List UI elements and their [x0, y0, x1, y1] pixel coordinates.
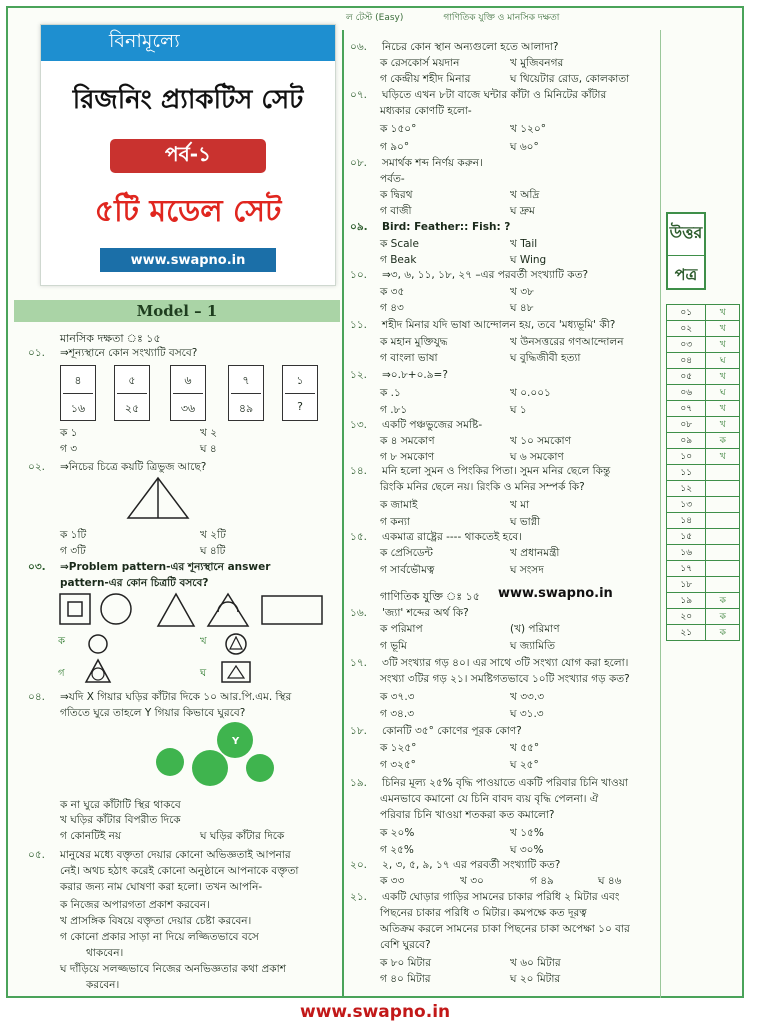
answer-number: ০৩: [667, 337, 706, 353]
question-text: ⇒শূন্যস্থানে কোন সংখ্যাটি বসবে?: [60, 347, 198, 359]
question-08: ০৮. সমার্থক শব্দ নির্ণয় করুন।: [350, 157, 483, 169]
answer-number: ২১: [667, 625, 706, 641]
option-b[interactable]: খ ৩৮: [510, 286, 534, 298]
question-number: ০৫.: [28, 849, 45, 861]
option-d[interactable]: ঘ Wing: [510, 254, 547, 266]
option-b[interactable]: খ প্রধানমন্ত্রী: [510, 547, 560, 559]
section-label: গাণিতিক যুক্তি ও মানসিক দক্ষতা: [443, 12, 560, 23]
option-b[interactable]: খ ১২০°: [510, 123, 546, 135]
option-c[interactable]: গ ৩২৫°: [380, 759, 416, 771]
answer-row: [667, 593, 740, 609]
answer-number: ০৮: [667, 417, 706, 433]
option-b[interactable]: খ ৫৫°: [510, 742, 540, 754]
option-a[interactable]: ক ৮০ মিটার: [380, 957, 432, 969]
answer-choice[interactable]: ক: [706, 593, 740, 609]
question-03: [28, 560, 270, 575]
answer-number: ০৬: [667, 385, 706, 401]
grid-cell: ১ ?: [282, 365, 318, 421]
option-a[interactable]: ক জামাই: [380, 499, 418, 511]
question-text: মানুষের মধ্যে বক্তৃতা দেয়ার কোনো অভিজ্ঞতাই আপনার: [60, 849, 291, 861]
option-c[interactable]: গ ৩টি: [60, 545, 86, 557]
option-a[interactable]: ক না ঘুরে কাঁটাটি স্থির থাকবে: [60, 799, 181, 811]
answer-table: [666, 304, 740, 641]
answer-number: ২০: [667, 609, 706, 625]
option-d[interactable]: ঘ ৩০%: [510, 844, 544, 856]
answer-row: [667, 417, 740, 433]
triangle-figure: [126, 476, 190, 520]
option-a[interactable]: ক ১টি: [60, 529, 87, 541]
option-b[interactable]: খ ১৫%: [510, 827, 544, 839]
option-d[interactable]: ঘ থিয়েটার রোড, কোলকাতা: [510, 73, 630, 85]
svg-text:ঘ: ঘ: [200, 668, 207, 679]
answer-choice[interactable]: খ: [706, 369, 740, 385]
pattern-sequence-figure: [58, 590, 326, 630]
option-b[interactable]: খ Tail: [510, 238, 538, 250]
answer-row: [667, 353, 740, 369]
question-04: [28, 690, 291, 705]
answer-row: [667, 625, 740, 641]
section-mental: মানসিক দক্ষতা ঃ ১৫: [60, 332, 161, 345]
answer-row: [667, 529, 740, 545]
svg-text:Y: Y: [232, 736, 240, 747]
question-number: ০৩.: [28, 561, 46, 573]
question-text-cont: নেই। অথচ হঠাৎ করেই কোনো অনুষ্ঠানে আপনাকে বক্তৃতা: [60, 865, 299, 877]
answer-row: [667, 385, 740, 401]
option-b[interactable]: খ ৩৩.৩: [510, 691, 545, 703]
option-c[interactable]: গ ৪০ মিটার: [380, 973, 431, 985]
question-text-cont: পিছনের চাকার পরিধি ৩ মিটার। কমপক্ষে কত দূরত্ব: [380, 907, 587, 919]
answer-choice[interactable]: [706, 545, 740, 561]
question-text: ⇒যদি X গিয়ার ঘড়ির কাঁটার দিকে ১০ আর.পি.এম. স্থির: [60, 691, 292, 703]
question-text: ⇒নিচের চিত্রে কয়টি ত্রিভুজ আছে?: [60, 461, 207, 473]
number-grid: [60, 365, 310, 421]
answer-row: [667, 577, 740, 593]
answer-row: [667, 497, 740, 513]
option-a[interactable]: ক পরিমাপ: [380, 623, 423, 635]
answer-choice[interactable]: [706, 465, 740, 481]
option-d[interactable]: ঘ ৬০°: [510, 141, 539, 153]
question-text-cont: মধ্যকার কোণটি হলো-: [380, 105, 472, 117]
answer-number: ১৪: [667, 513, 706, 529]
option-a[interactable]: ক প্রেসিডেন্ট: [380, 547, 433, 559]
answer-row: [667, 545, 740, 561]
option-a[interactable]: ক ২০%: [380, 827, 415, 839]
question-text-cont: এমনভাবে কমানো যে চিনি বাবদ ব্যয় বৃদ্ধি পেলনা। ঐ: [380, 793, 599, 805]
option-a[interactable]: ক ১৫০°: [380, 123, 417, 135]
option-c[interactable]: গ ভূমি: [380, 640, 407, 652]
question-number: ০১.: [28, 347, 45, 359]
column-divider: [342, 30, 344, 998]
answer-number: ০১: [667, 305, 706, 321]
answer-row: [667, 401, 740, 417]
answer-choice[interactable]: খ: [706, 337, 740, 353]
promo-title: রিজনিং প্র্যাকটিস সেট: [72, 85, 304, 115]
answer-row: [667, 321, 740, 337]
option-b[interactable]: খ ১০ সমকোণ: [510, 435, 571, 447]
option-d[interactable]: ঘ ৪৮: [510, 302, 534, 314]
option-c[interactable]: গ কোনো প্রকার সাড়া না দিয়ে লজ্জিতভাবে বসে: [60, 931, 259, 943]
option-d[interactable]: ঘ ৪: [200, 443, 217, 455]
option-c[interactable]: গ বাজী: [380, 205, 412, 217]
option-c[interactable]: গ সার্বভৌমত্ব: [380, 564, 435, 576]
option-a[interactable]: ক ১: [60, 427, 78, 439]
question-text-cont: বেশি ঘুরবে?: [380, 939, 431, 951]
option-b[interactable]: খ প্রাসঙ্গিক বিষয়ে বক্তৃতা দেয়ার চেষ্টা করবেন।: [60, 915, 252, 927]
option-c[interactable]: গ ৪৯: [530, 875, 554, 887]
option-c[interactable]: গ ৪৩: [380, 302, 404, 314]
answer-row: [667, 609, 740, 625]
option-b[interactable]: খ মুজিবনগর: [510, 57, 564, 69]
option-a[interactable]: ক মহান মুক্তিযুদ্ধ: [380, 336, 448, 348]
footer-url[interactable]: www.swapno.in: [300, 1002, 451, 1022]
option-a[interactable]: ক ৩৭.৩: [380, 691, 415, 703]
question-number: ০৪.: [28, 691, 45, 703]
question-text-cont: অতিক্রম করলে সামনের চাকা পিছনের চাকা অপেক্ষা ১০ বার: [380, 923, 630, 935]
option-c[interactable]: গ ৮ সমকোণ: [380, 451, 435, 463]
answer-choice[interactable]: [706, 561, 740, 577]
question-06: ০৬. নিচের কোন স্থান অন্যগুলো হতে আলাদা?: [350, 41, 559, 53]
option-d[interactable]: ঘ জ্যামিতি: [510, 640, 556, 652]
question-05: [28, 848, 291, 863]
svg-text:ক: ক: [58, 636, 65, 647]
question-02: [28, 460, 206, 475]
question-11: ১১. শহীদ মিনার যদি ভাষা আন্দোলন হয়, তবে 'মধ্যভূমি' কী?: [350, 319, 616, 331]
answer-number: ১৬: [667, 545, 706, 561]
option-b[interactable]: খ ২টি: [200, 529, 226, 541]
mid-url[interactable]: www.swapno.in: [498, 586, 613, 601]
question-text-cont: করার জন্য নাম ঘোষণা করা হলো। তখন আপনি-: [60, 881, 263, 893]
answer-number: ০৪: [667, 353, 706, 369]
question-number: ০২.: [28, 461, 45, 473]
answer-choice[interactable]: খ: [706, 449, 740, 465]
option-c-cont: থাকবেন।: [86, 947, 124, 959]
question-text-cont: pattern-এর কোন চিত্রটি বসবে?: [60, 577, 209, 589]
question-18: ১৮. কোনটি ৩৫° কোণের পূরক কোণ?: [350, 725, 522, 737]
question-21: ২১. একটি ঘোড়ার গাড়ির সামনের চাকার পরিধি ২ মিটার এবং: [350, 891, 620, 903]
answer-number: ১১: [667, 465, 706, 481]
answer-number: ০৭: [667, 401, 706, 417]
promo-card: [40, 24, 336, 286]
option-a[interactable]: ক .১: [380, 387, 401, 399]
option-a[interactable]: ক ৪ সমকোণ: [380, 435, 435, 447]
option-d[interactable]: ঘ ২০ মিটার: [510, 973, 561, 985]
grid-cell: ৬ ৩৬: [170, 365, 206, 421]
answer-number: ১৭: [667, 561, 706, 577]
grid-cell: ৪ ১৬: [60, 365, 96, 421]
answer-number: ১২: [667, 481, 706, 497]
answer-number: ১৫: [667, 529, 706, 545]
option-d[interactable]: ঘ ৪৬: [598, 875, 622, 887]
answer-choice[interactable]: [706, 497, 740, 513]
promo-part-badge: পর্ব-১: [110, 139, 266, 173]
option-c[interactable]: গ ২৫%: [380, 844, 414, 856]
option-a[interactable]: ক Scale: [380, 238, 419, 250]
question-20: ২০. ২, ৩, ৫, ৯, ১৭ এর পরবর্তী সংখ্যাটি কত?: [350, 859, 561, 871]
test-label: ল টেস্ট (Easy): [346, 12, 404, 23]
question-text: ⇒Problem pattern-এর শূন্যস্থানে answer: [60, 561, 271, 573]
answer-number: ১৩: [667, 497, 706, 513]
answer-number: ১৮: [667, 577, 706, 593]
question-text-cont: পরিবার চিনি খাওয়া শতকরা কত কমালো?: [380, 809, 555, 821]
gear-figure: [140, 718, 300, 788]
promo-free-label: বিনামূল্যে: [41, 25, 335, 61]
option-b[interactable]: (খ) পরিমাণ: [510, 623, 560, 635]
svg-text:খ: খ: [200, 636, 207, 647]
option-c[interactable]: গ Beak: [380, 254, 417, 266]
answer-row: [667, 449, 740, 465]
answer-sheet-title: উত্তর পত্র: [666, 212, 706, 290]
answer-choice[interactable]: ক: [706, 609, 740, 625]
question-14: ১৪. মনি হলো সুমন ও পিংকির পিতা। সুমন মনির ছেলে কিন্তু: [350, 465, 611, 477]
option-a[interactable]: ক নিজের অপারগতা প্রকাশ করবেন।: [60, 899, 210, 911]
option-a[interactable]: ক ৩৫: [380, 286, 405, 298]
option-b[interactable]: খ উনসত্তরের গণআন্দোলন: [510, 336, 624, 348]
option-d[interactable]: ঘ সংসদ: [510, 564, 544, 576]
promo-models: ৫টি মডেল সেট: [94, 194, 282, 229]
option-a[interactable]: ক ১২৫°: [380, 742, 417, 754]
answer-choice[interactable]: খ: [706, 321, 740, 337]
question-10: ১০. ⇒৩, ৬, ১১, ১৮, ২৭ –এর পরবর্তী সংখ্যাটি কত?: [350, 269, 589, 281]
option-a[interactable]: ক ৩৩: [380, 875, 405, 887]
answer-row: [667, 433, 740, 449]
answer-row: [667, 369, 740, 385]
answer-choice[interactable]: [706, 481, 740, 497]
answer-number: ০৫: [667, 369, 706, 385]
option-a[interactable]: ক রেসকোর্স ময়দান: [380, 57, 460, 69]
top-header: [340, 8, 740, 26]
promo-url-link[interactable]: www.swapno.in: [100, 248, 276, 272]
grid-cell: ৫ ২৫: [114, 365, 150, 421]
option-b[interactable]: খ ৩০: [460, 875, 484, 887]
answer-choice[interactable]: [706, 513, 740, 529]
option-b[interactable]: খ মা: [510, 499, 530, 511]
option-b[interactable]: খ ৬০ মিটার: [510, 957, 561, 969]
answer-choice[interactable]: খ: [706, 417, 740, 433]
answer-number: ১০: [667, 449, 706, 465]
option-c[interactable]: গ কোনটিই নয়: [60, 830, 122, 842]
question-text-cont: রিংকি মনির ছেলে নয়। রিংকি ও মনির সম্পর্ক কি?: [380, 481, 585, 493]
option-c[interactable]: গ ৩৪.৩: [380, 708, 415, 720]
option-d[interactable]: ঘ বুদ্ধিজীবী হত্যা: [510, 352, 581, 364]
option-b[interactable]: খ ২: [200, 427, 218, 439]
question-17: ১৭. ৩টি সংখ্যার গড় ৪০। এর সাথে ৩টি সংখ্যা যোগ করা হলো।: [350, 657, 629, 669]
option-d[interactable]: ঘ ঘড়ির কাঁটার দিকে: [200, 830, 285, 842]
answer-row: [667, 513, 740, 529]
question-12: ১২. ⇒০.৮+০.৯=?: [350, 369, 448, 381]
answer-row: [667, 465, 740, 481]
answer-row: [667, 337, 740, 353]
model-banner: Model – 1: [14, 300, 340, 322]
option-b[interactable]: খ ঘড়ির কাঁটার বিপরীত দিকে: [60, 814, 181, 826]
question-01: [28, 346, 197, 361]
answer-choice[interactable]: ঘ: [706, 385, 740, 401]
option-d[interactable]: ঘ ভাগ্নী: [510, 516, 541, 528]
question-19: ১৯. চিনির মূল্য ২৫% বৃদ্ধি পাওয়াতে একটি পরিবার চিনি খাওয়া: [350, 777, 628, 789]
question-16: ১৬. 'জ্যা' শব্দের অর্থ কি?: [350, 607, 469, 619]
option-d-cont: করবেন।: [86, 979, 120, 991]
option-d[interactable]: ঘ দাঁড়িয়ে সলজ্জভাবে নিজের অনভিজ্ঞতার কথা প্রকাশ: [60, 963, 286, 975]
answer-row: [667, 481, 740, 497]
answer-choice[interactable]: [706, 577, 740, 593]
option-b[interactable]: খ ০.০০১: [510, 387, 551, 399]
answer-number: ০৯: [667, 433, 706, 449]
answer-pattern-figure: [58, 632, 328, 686]
answer-number: ১৯: [667, 593, 706, 609]
option-d[interactable]: ঘ ৬ সমকোণ: [510, 451, 564, 463]
section-math: গাণিতিক যুক্তি ঃ ১৫: [380, 590, 480, 603]
question-15: ১৫. একমাত্র রাষ্ট্রের ---- থাকতেই হবে।: [350, 531, 523, 543]
answer-choice[interactable]: খ: [706, 305, 740, 321]
question-text-cont: গতিতে ঘুরে তাহলে Y গিয়ার কিভাবে ঘুরবে?: [60, 707, 246, 719]
question-text-cont: পর্বত-: [380, 173, 405, 185]
answer-number: ০২: [667, 321, 706, 337]
question-13: ১৩. একটি পঞ্চভুজের সমষ্টি-: [350, 419, 483, 431]
option-c[interactable]: গ .৮১: [380, 404, 408, 416]
option-c[interactable]: গ কন্যা: [380, 516, 410, 528]
answer-choice[interactable]: ক: [706, 433, 740, 449]
option-c[interactable]: গ কেন্দ্রীয় শহীদ মিনার: [380, 73, 471, 85]
question-text-cont: সংখ্যা ৩টির গড় ২১। সমষ্টিগতভাবে ১০টি সংখ্যার গড় কত?: [380, 673, 630, 685]
option-c[interactable]: গ ৩: [60, 443, 78, 455]
grid-cell: ৭ ৪৯: [228, 365, 264, 421]
svg-text:গ: গ: [58, 668, 65, 679]
answer-choice[interactable]: খ: [706, 401, 740, 417]
option-d[interactable]: ঘ দ্রুম: [510, 205, 535, 217]
option-d[interactable]: ঘ ৪টি: [200, 545, 226, 557]
answer-choice[interactable]: ক: [706, 625, 740, 641]
option-c[interactable]: গ ৯০°: [380, 141, 410, 153]
option-d[interactable]: ঘ ৩১.৩: [510, 708, 544, 720]
answer-row: [667, 561, 740, 577]
option-d[interactable]: ঘ ২৫°: [510, 759, 539, 771]
option-c[interactable]: গ বাংলা ভাষা: [380, 352, 438, 364]
answer-row: [667, 305, 740, 321]
option-b[interactable]: খ অদ্রি: [510, 189, 540, 201]
question-09: ০৯. Bird: Feather:: Fish: ?: [350, 221, 511, 233]
answer-choice[interactable]: [706, 529, 740, 545]
option-a[interactable]: ক দ্বিরথ: [380, 189, 413, 201]
option-d[interactable]: ঘ ১: [510, 404, 527, 416]
answer-choice[interactable]: ঘ: [706, 353, 740, 369]
question-07: ০৭. ঘড়িতে এখন ৮টা বাজে ঘন্টার কাঁটা ও মিনিটের কাঁটার: [350, 89, 607, 101]
answer-divider: [660, 30, 661, 998]
